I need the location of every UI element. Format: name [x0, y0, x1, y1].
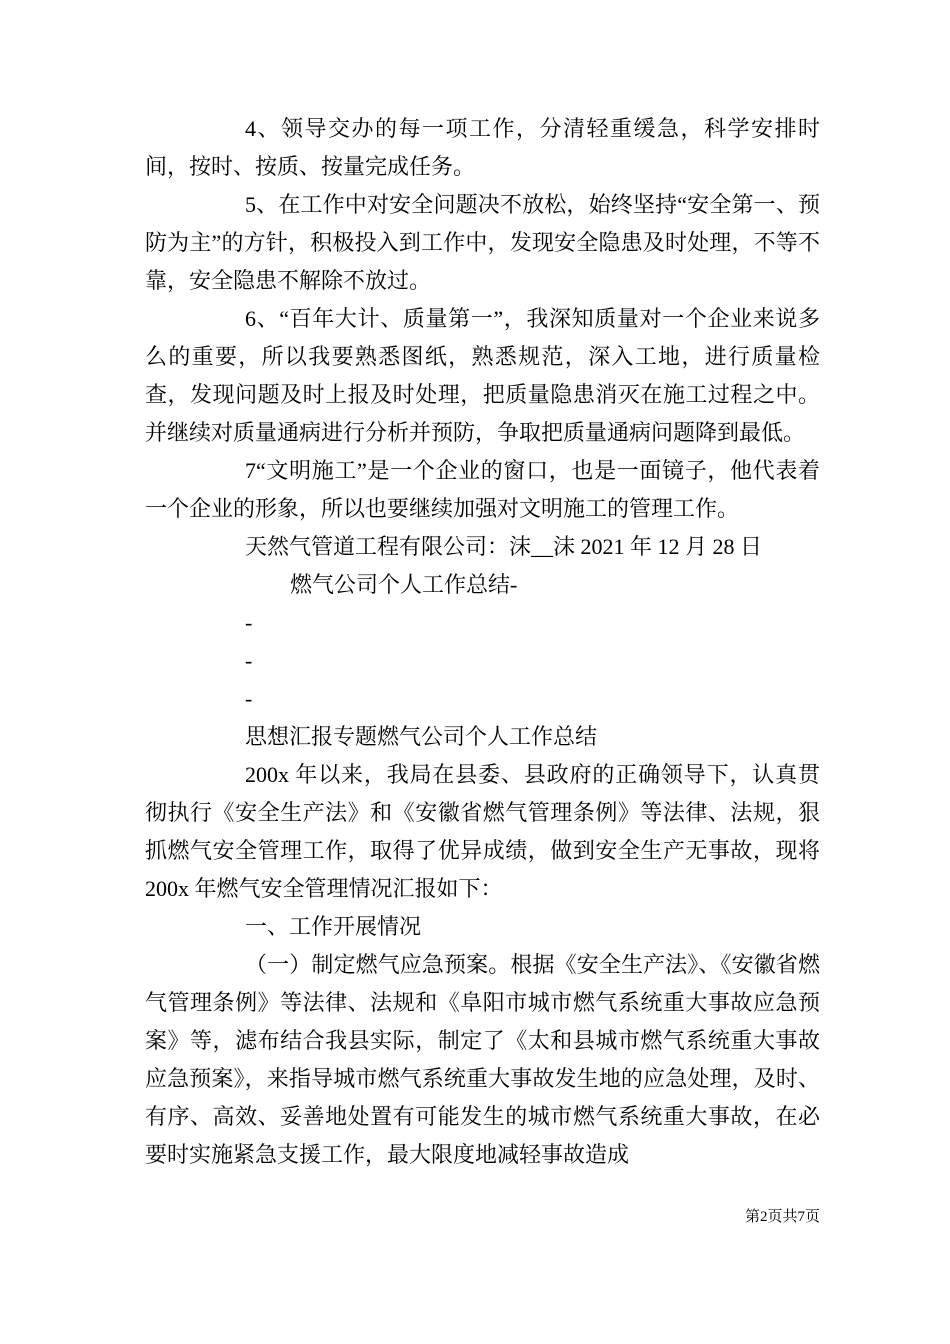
paragraph-heading-1: 一、工作开展情况 [245, 914, 422, 939]
paragraph-item-7: 7“文明施工”是一个企业的窗口，也是一面镜子，他代表着一个企业的形象，所以也要继续加强对文明施工的管理工作。 [145, 458, 820, 521]
paragraph-item-yi: （一）制定燃气应急预案。根据《安全生产法》、《安徽省燃气管理条例》等法律、法规和《阜阳市城市燃气系统重大事故应急预案》等，滤布结合我县实际，制定了《太和县城市燃气系统重大事故应急预案》，来指导城市燃气系统重大事故发生地的应急处理，及时、有序、高效、妥善地处置有可能发生的城市燃气系统重大事故，在必要时实施紧急支援工作，最大限度地减轻事故造成 [145, 952, 820, 1167]
paragraph-dash-1: - [245, 610, 253, 635]
paragraph-item-5: 5、在工作中对安全问题决不放松，始终坚持“安全第一、预防为主”的方针，积极投入到工作中，发现安全隐患及时处理，不等不靠，安全隐患不解除不放过。 [145, 192, 820, 293]
page-footer [145, 1206, 820, 1228]
paragraph-section-title: 燃气公司个人工作总结- [290, 572, 518, 597]
paragraph-item-4: 4、领导交办的每一项工作，分清轻重缓急，科学安排时间，按时、按质、按量完成任务。 [145, 116, 820, 179]
document-content [145, 110, 820, 1174]
paragraph-signature: 天然气管道工程有限公司：沫__沫 2021 年 12 月 28 日 [245, 534, 763, 559]
page-number-label: 第2页共7页 [744, 1209, 820, 1225]
paragraph-intro: 200x 年以来，我局在县委、县政府的正确领导下，认真贯彻执行《安全生产法》和《安徽省燃气管理条例》等法律、法规，狠抓燃气安全管理工作，取得了优异成绩，做到安全生产无事故，现将 200x 年燃气安全管理情况汇报如下： [145, 762, 820, 901]
paragraph-dash-2: - [245, 648, 253, 673]
paragraph-topic-title: 思想汇报专题燃气公司个人工作总结 [245, 724, 598, 749]
paragraph-item-6: 6、“百年大计、质量第一”，我深知质量对一个企业来说多么的重要，所以我要熟悉图纸，熟悉规范，深入工地，进行质量检查，发现问题及时上报及时处理，把质量隐患消灭在施工过程之中。并继续对质量通病进行分析并预防，争取把质量通病问题降到最低。 [145, 306, 820, 445]
paragraph-dash-3: - [245, 686, 253, 711]
